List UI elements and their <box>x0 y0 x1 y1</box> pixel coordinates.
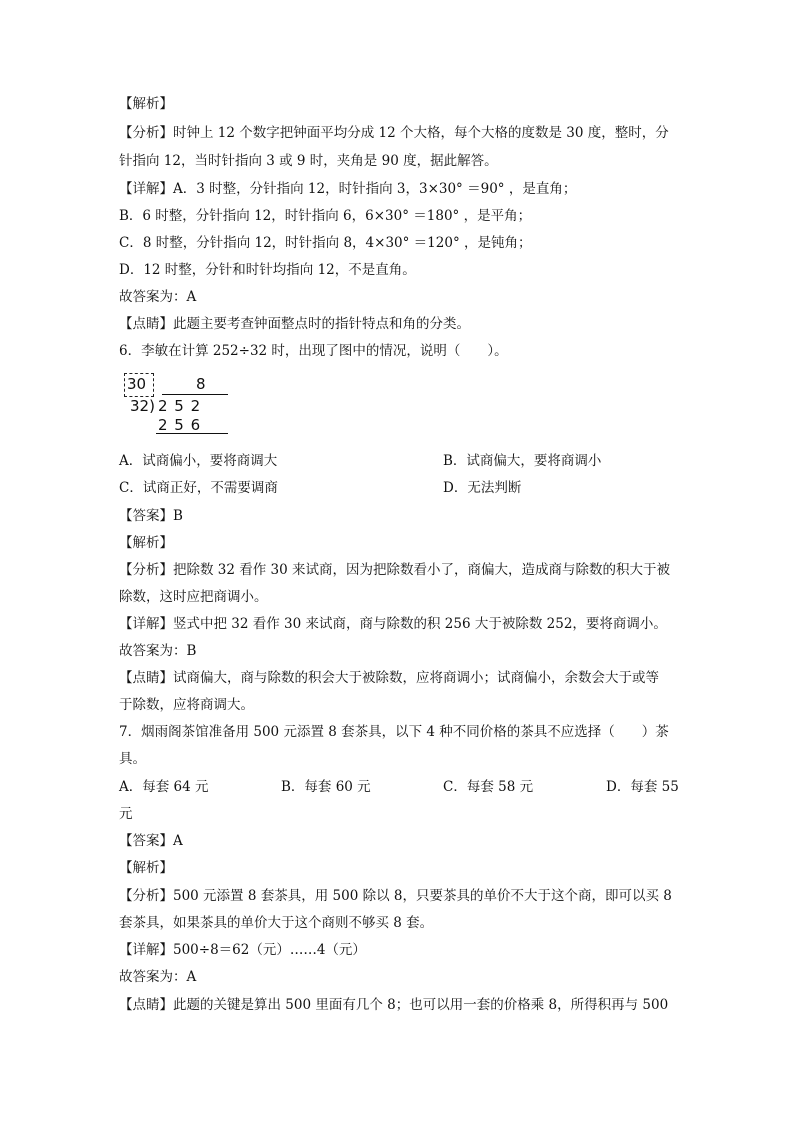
q6-analysis-line-2: 除数，这时应把商调小。 <box>119 589 268 605</box>
q5-comment: 【点睛】此题主要考查钟面整点时的指针特点和角的分类。 <box>119 316 470 332</box>
product-underline <box>156 433 228 434</box>
q7-answer: 【答案】A <box>119 833 183 849</box>
product: 2 5 6 <box>158 416 202 434</box>
q7-stem-line-1: 7．烟雨阁茶馆准备用 500 元添置 8 套茶具，以下 4 种不同价格的茶具不应选择（ ）茶 <box>119 724 669 740</box>
trial-divisor: 30 <box>127 375 147 393</box>
quotient-digit: 8 <box>196 375 206 393</box>
q5-answer: 故答案为：A <box>119 289 197 305</box>
q6-answer: 【答案】B <box>119 508 183 524</box>
q6-comment-line-2: 于除数，应将商调大。 <box>119 697 254 713</box>
q6-option-a: A．试商偏小，要将商调大 <box>119 453 278 469</box>
q6-option-d: D．无法判断 <box>443 480 522 496</box>
q7-stem-line-2: 具。 <box>119 751 146 767</box>
q7-analysis-line-2: 套茶具，如果茶具的单价大于这个商则不够买 8 套。 <box>119 915 434 931</box>
q5-detail-a: 【详解】A．3 时整，分针指向 12，时针指向 3，3×30° ＝90° ，是直角； <box>119 181 577 197</box>
q6-option-b: B．试商偏大，要将商调小 <box>443 453 602 469</box>
q6-option-c: C．试商正好，不需要调商 <box>119 480 278 496</box>
q7-analysis-line-1: 【分析】500 元添置 8 套茶具，用 500 除以 8，只要茶具的单价不大于这个商，即可以买 8 <box>119 888 672 904</box>
q7-answer-statement: 故答案为：A <box>119 969 197 985</box>
q5-detail-b: B．6 时整，分针指向 12，时针指向 6，6×30° ＝180° ，是平角； <box>119 208 532 224</box>
q7-option-c: C．每套 58 元 <box>443 779 534 795</box>
dividend: 2 5 2 <box>158 397 202 415</box>
q7-detail: 【详解】500÷8＝62（元）……4（元） <box>119 942 366 958</box>
q5-analysis-line-1: 【分析】时钟上 12 个数字把钟面平均分成 12 个大格，每个大格的度数是 30 度，整时，分 <box>119 125 669 141</box>
q6-comment-line-1: 【点睛】试商偏大，商与除数的积会大于被除数，应将商调小；试商偏小，余数会大于或等 <box>119 670 659 686</box>
q7-comment-line-1: 【点睛】此题的关键是算出 500 里面有几个 8；也可以用一套的价格乘 8，所得积再与 500 <box>119 997 669 1013</box>
q7-analysis-heading: 【解析】 <box>119 860 173 876</box>
q5-detail-c: C．8 时整，分针指向 12，时针指向 8，4×30° ＝120° ，是钝角； <box>119 235 532 251</box>
division-bracket-line <box>162 394 228 395</box>
long-division-figure <box>122 372 232 436</box>
analysis-heading: 【解析】 <box>119 96 173 112</box>
q6-analysis-heading: 【解析】 <box>119 535 173 551</box>
q6-answer-statement: 故答案为：B <box>119 643 197 659</box>
q5-detail-d: D．12 时整，分针和时针均指向 12，不是直角。 <box>119 262 416 278</box>
q7-option-d-wrap: 元 <box>119 806 133 822</box>
q5-analysis-line-2: 针指向 12，当时针指向 3 或 9 时，夹角是 90 度，据此解答。 <box>119 153 498 169</box>
q7-option-d: D．每套 55 <box>606 779 679 795</box>
q7-option-a: A．每套 64 元 <box>119 779 209 795</box>
q6-analysis-line-1: 【分析】把除数 32 看作 30 来试商，因为把除数看小了，商偏大，造成商与除数的积大于被 <box>119 562 671 578</box>
q6-detail: 【详解】竖式中把 32 看作 30 来试商，商与除数的积 256 大于被除数 252，要将商调小。 <box>119 616 667 632</box>
divisor: 32) <box>130 397 155 415</box>
q7-option-b: B．每套 60 元 <box>281 779 371 795</box>
q6-stem: 6．李敏在计算 252÷32 时，出现了图中的情况，说明（ ）。 <box>119 343 508 359</box>
